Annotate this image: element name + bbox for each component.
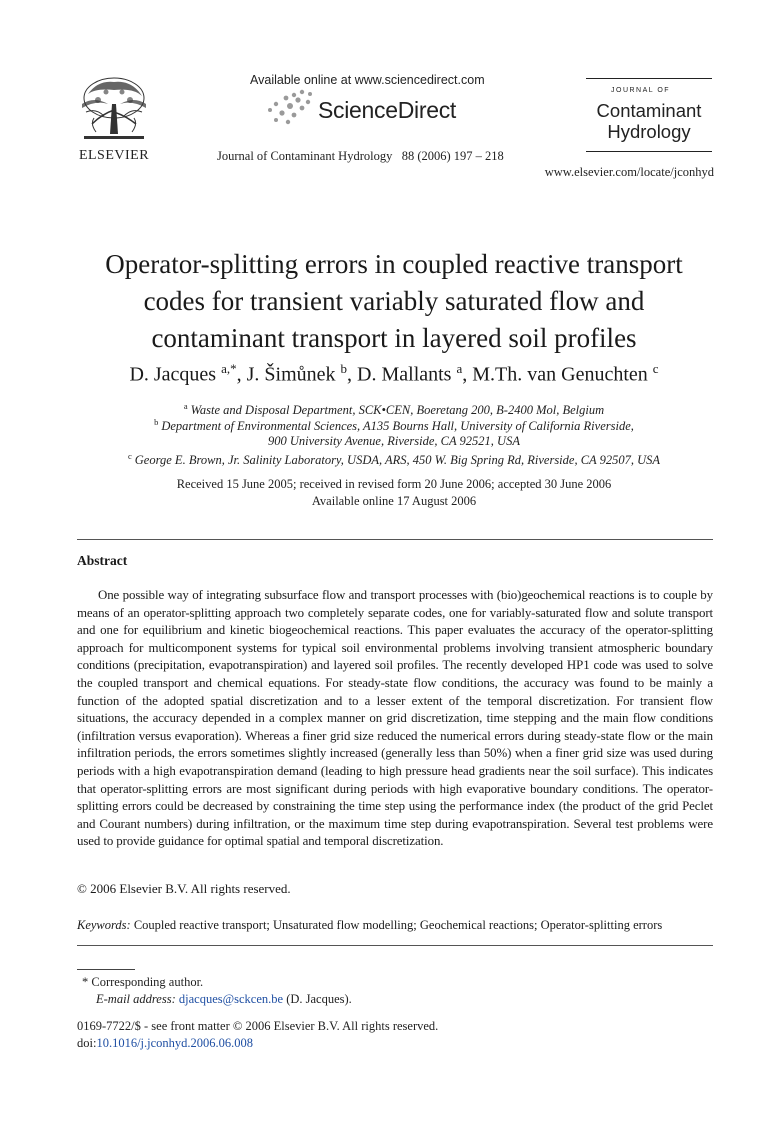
section-divider-top [77, 539, 713, 540]
doi-prefix: doi: [77, 1036, 97, 1050]
affiliation-marker: b [154, 417, 159, 427]
author-separator: , [462, 363, 473, 386]
abstract-body: One possible way of integrating subsurface flow and transport processes with (bio)geochemical reactions is to couple by means of an operator-splitting approach two completely separate codes, one for variably-saturated flow and solute transport and one for equilibrium and kinetic biogeochemical reactions. This paper evaluates the accuracy of the operator-splitting approach for multicomponent systems for typical soil environmental problems involving transient atmospheric boundary conditions (precipitation, evapotranspiration) and layered soil profiles. The recently developed HP1 code was used to solve the coupled transport and chemical equations. For steady-state flow conditions, the accuracy was found to be mainly a function of the adopted spatial discretization and to a lesser extent of the temporal discretization. For transient flow situations, the accuracy depended in a complex manner on grid discretization, time stepping and the main flow conditions (infiltration versus evaporation). Whereas a finer grid size reduced the numerical errors during steady-state flow or the main infiltration periods, the errors sometimes slightly increased (generally less than 50%) when a finer grid size was used during periods with a high evapotranspiration demand (leading to high pressure head gradients near the soil surface). This indicates that operator-splitting errors are most significant during periods with high evaporative boundary conditions. The operator-splitting errors could be decreased by constraining the time step using the performance index (the product of the grid Peclet and Courant numbers) during infiltration, or the maximum time step during evapotranspiration. Several test problems were used to provide guidance for optimal spatial and temporal discretization. [77, 588, 713, 849]
corresponding-author-note: * Corresponding author. [82, 975, 204, 989]
journal-logo-line1: Contaminant [596, 100, 702, 121]
sciencedirect-availability-line: Available online at www.sciencedirect.com [250, 73, 485, 87]
journal-url[interactable]: www.elsevier.com/locate/jconhyd [544, 165, 714, 179]
journal-logo-bottom-rule [586, 151, 712, 152]
sciencedirect-wordmark: ScienceDirect [318, 97, 456, 123]
author-name[interactable]: D. Jacques [129, 363, 217, 386]
footnote-rule [77, 969, 135, 970]
affiliation-b-continued: 900 University Avenue, Riverside, CA 92521, USA [268, 434, 520, 448]
author-affiliation-marker[interactable]: b [340, 361, 348, 376]
affiliation-marker: a [183, 401, 188, 411]
keywords-line [77, 918, 662, 933]
journal-logo-line2: Hydrology [607, 121, 691, 142]
available-online-date: Available online 17 August 2006 [311, 494, 477, 508]
journal-logo-title [586, 100, 712, 142]
doi-line [77, 1036, 253, 1051]
doi-link[interactable]: 10.1016/j.jconhyd.2006.06.008 [96, 1036, 254, 1050]
keywords-list: Coupled reactive transport; Unsaturated flow modelling; Geochemical reactions; Operator-splitting errors [133, 918, 663, 932]
author-name[interactable]: D. Mallants [357, 363, 452, 386]
keywords-label: Keywords: [77, 918, 131, 932]
author-affiliation-marker[interactable]: a,* [221, 361, 237, 376]
email-label: E-mail address: [96, 992, 176, 1006]
title-line-3: contaminant transport in layered soil profiles [151, 323, 637, 353]
title-line-2: codes for transient variably saturated flow and [143, 286, 645, 316]
journal-logo-top-rule [586, 78, 712, 79]
author-affiliation-marker[interactable]: c [652, 361, 659, 376]
received-dates: Received 15 June 2005; received in revised form 20 June 2006; accepted 30 June 2006 [176, 477, 612, 491]
affiliation-text: Department of Environmental Sciences, A135 Bourns Hall, University of California Riverside, [161, 419, 634, 434]
journal-logo-small-caption: JOURNAL OF [611, 87, 671, 94]
paper-title [60, 246, 728, 357]
journal-reference: Journal of Contaminant Hydrology 88 (2006) 197 – 218 [217, 149, 504, 163]
author-name[interactable]: M.Th. van Genuchten [472, 363, 648, 386]
title-line-1: Operator-splitting errors in coupled reactive transport [105, 249, 683, 279]
abstract-heading: Abstract [77, 553, 128, 568]
affiliation-marker: c [128, 451, 132, 461]
affiliation-a [60, 401, 728, 418]
affiliation-b [60, 417, 728, 434]
affiliation-text: Waste and Disposal Department, SCK•CEN, Boeretang 200, B-2400 Mol, Belgium [190, 403, 605, 418]
author-separator: , [236, 363, 247, 386]
author-list [60, 361, 728, 387]
section-divider-bottom [77, 945, 713, 946]
abstract-copyright: © 2006 Elsevier B.V. All rights reserved. [77, 881, 291, 896]
issn-line: 0169-7722/$ - see front matter © 2006 Elsevier B.V. All rights reserved. [77, 1019, 439, 1033]
elsevier-wordmark: ELSEVIER [78, 148, 150, 163]
email-suffix: (D. Jacques). [286, 992, 352, 1006]
author-separator: , [347, 363, 358, 386]
author-name[interactable]: J. Šimůnek [246, 363, 336, 386]
author-affiliation-marker[interactable]: a [456, 361, 463, 376]
affiliation-c [60, 451, 728, 468]
affiliation-text: George E. Brown, Jr. Salinity Laboratory, USDA, ARS, 450 W. Big Spring Rd, Riverside, CA 92507, USA [134, 453, 660, 468]
email-footnote [96, 992, 352, 1007]
email-link[interactable]: djacques@sckcen.be [178, 992, 284, 1006]
